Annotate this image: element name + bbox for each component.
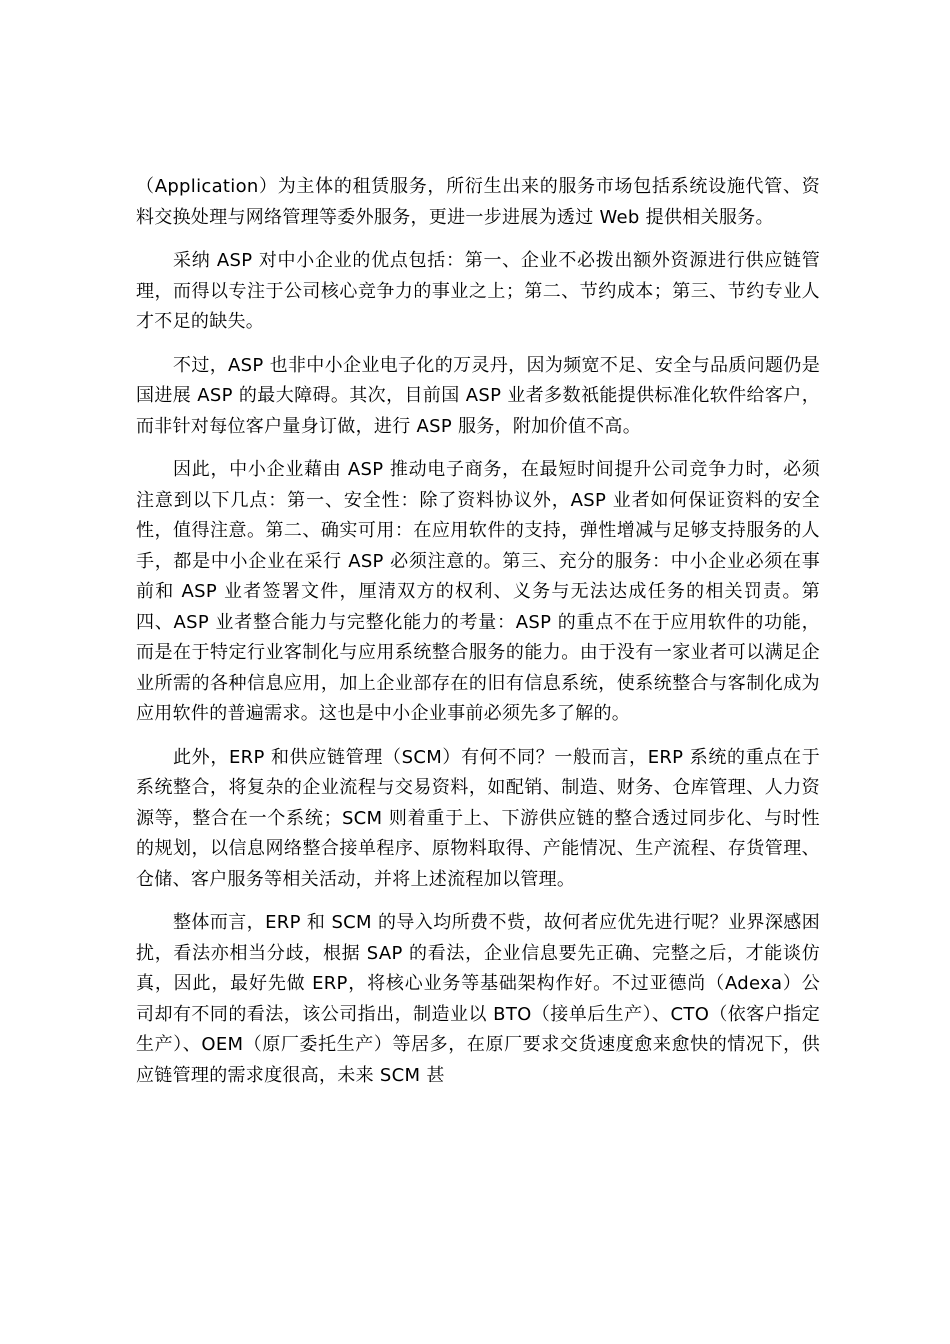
paragraph-3: 不过，ASP 也非中小企业电子化的万灵丹，因为频宽不足、安全与品质问题仍是国进展 ASP 的最大障碍。其次，目前国 ASP 业者多数祇能提供标准化软件给客户，而非针对每位客户量身订做，进行 ASP 服务，附加价值不高。 xyxy=(136,354,820,437)
paragraph-5: 此外，ERP 和供应链管理（SCM）有何不同？一般而言，ERP 系统的重点在于系统整合，将复杂的企业流程与交易资料，如配销、制造、财务、仓库管理、人力资源等，整合在一个系统；SCM 则着重于上、下游供应链的整合透过同步化、与时性的规划，以信息网络整合接单程序、原物料取得、产能情况、生产流程、存货管理、仓储、客户服务等相关活动，并将上述流程加以管理。 xyxy=(136,746,820,890)
paragraph-2: 采纳 ASP 对中小企业的优点包括：第一、企业不必拨出额外资源进行供应链管理，而得以专注于公司核心竞争力的事业之上；第二、节约成本；第三、节约专业人才不足的缺失。 xyxy=(136,250,820,332)
paragraph-1: （Application）为主体的租赁服务，所衍生出来的服务市场包括系统设施代管、资料交换处理与网络管理等委外服务，更进一步进展为透过 Web 提供相关服务。 xyxy=(136,176,820,228)
paragraph-4: 因此，中小企业藉由 ASP 推动电子商务，在最短时间提升公司竞争力时，必须注意到以下几点：第一、安全性：除了资料协议外，ASP 业者如何保证资料的安全性，值得注意。第二、确实可用：在应用软件的支持，弹性增减与足够支持服务的人手，都是中小企业在采行 ASP 必须注意的。第三、充分的服务：中小企业必须在事前和 ASP 业者签署文件，厘清双方的权利、义务与无法达成任务的相关罚责。第四、ASP 业者整合能力与完整化能力的考量：ASP 的重点不在于应用软件的功能，而是在于特定行业客制化与应用系统整合服务的能力。由于没有一家业者可以满足企业所需的各种信息应用，加上企业部存在的旧有信息系统，使系统整合与客制化成为应用软件的普遍需求。这也是中小企业事前必须先多了解的。 xyxy=(136,459,820,724)
paragraph-6: 整体而言，ERP 和 SCM 的导入均所费不赀，故何者应优先进行呢？业界深感困扰，看法亦相当分歧，根据 SAP 的看法，企业信息要先正确、完整之后，才能谈仿真，因此，最好先做 ERP，将核心业务等基础架构作好。不过亚德尚（Adexa）公司却有不同的看法，该公司指出，制造业以 BTO（接单后生产）、CTO（依客户指定生产）、OEM（原厂委托生产）等居多，在原厂要求交货速度愈来愈快的情况下，供应链管理的需求度很高，未来 SCM 甚 xyxy=(136,912,820,1086)
document-body xyxy=(136,172,820,1104)
